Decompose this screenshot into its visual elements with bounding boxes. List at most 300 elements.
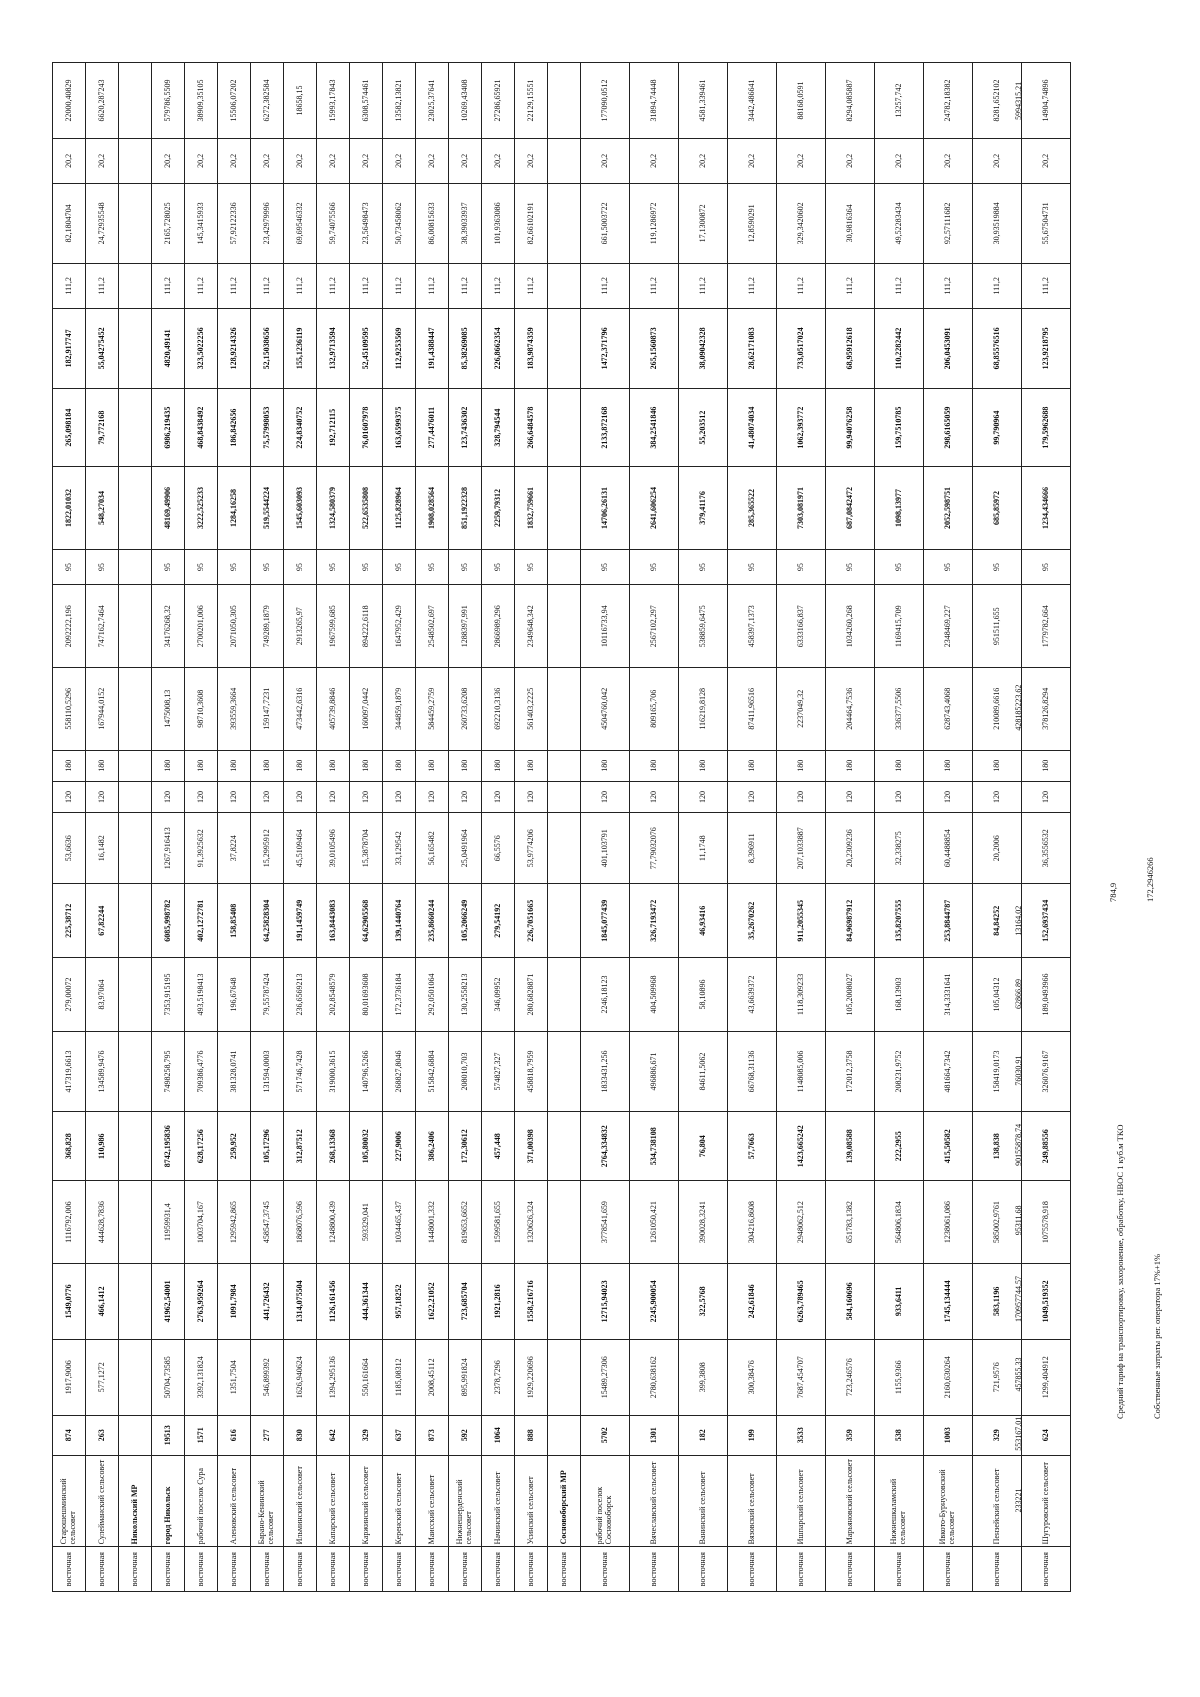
value-cell [119, 1031, 152, 1111]
value-cell: 111,2 [679, 264, 728, 309]
value-cell: 2092222,196 [53, 585, 86, 668]
value-cell: 111,2 [383, 264, 416, 309]
value-cell: 120 [630, 781, 679, 812]
value-cell: 79,772168 [86, 389, 119, 467]
value-cell: 20,2 [86, 139, 119, 184]
value-cell: 1075578,918 [1022, 1181, 1071, 1264]
value-cell [548, 1263, 581, 1339]
value-cell: 98710,3608 [185, 668, 218, 751]
value-cell: 538 [875, 1415, 924, 1455]
value-cell: 84,96987912 [826, 884, 875, 958]
value-cell: 1475008,13 [152, 668, 185, 751]
zone-cell: восточная [630, 1547, 679, 1592]
value-cell: 68,85576516 [973, 308, 1022, 388]
value-cell: 265,1560873 [630, 308, 679, 388]
value-cell: 371,00398 [515, 1112, 548, 1181]
value-cell: 111,2 [416, 264, 449, 309]
value-cell: 1929,220696 [515, 1339, 548, 1415]
value-cell: 548,27034 [86, 467, 119, 550]
value-cell: 160097,0442 [350, 668, 383, 751]
value-cell: 32,338275 [875, 813, 924, 884]
municipality-cell: Ивкото-Бурнусовский сельсовет [924, 1455, 973, 1547]
municipality-cell: Каржинский сельсовет [350, 1455, 383, 1547]
value-cell: 177090,0512 [581, 63, 630, 139]
value-cell: 2165,728025 [152, 183, 185, 263]
value-cell: 111,2 [317, 264, 350, 309]
value-cell: 172012,3758 [826, 1031, 875, 1111]
value-cell: 95 [449, 549, 482, 585]
value-cell: 2052,598751 [924, 467, 973, 550]
value-cell: 120 [581, 781, 630, 812]
value-cell: 1868076,596 [284, 1181, 317, 1264]
value-cell: 2548502,697 [416, 585, 449, 668]
value-cell: 67,82244 [86, 884, 119, 958]
value-cell: 2948062,512 [777, 1181, 826, 1264]
value-cell [548, 958, 581, 1032]
zone-cell: восточная [1022, 1547, 1071, 1592]
total-cell: 13164,02 [1014, 905, 1023, 936]
value-cell [119, 264, 152, 309]
value-cell: 624 [1022, 1415, 1071, 1455]
value-cell: 84,84252 [973, 884, 1022, 958]
value-cell: 180 [826, 750, 875, 781]
value-cell: 111,2 [350, 264, 383, 309]
value-cell: 538859,6475 [679, 585, 728, 668]
value-cell: 159147,7231 [251, 668, 284, 751]
table-row [482, 63, 515, 1592]
table-row [251, 63, 284, 1592]
value-cell: 3392,131824 [185, 1339, 218, 1415]
value-cell: 874 [53, 1415, 86, 1455]
value-cell: 95 [973, 549, 1022, 585]
table-row [350, 63, 383, 1592]
value-cell: 180 [1022, 750, 1071, 781]
value-cell: 2780,638162 [630, 1339, 679, 1415]
value-cell [548, 1415, 581, 1455]
value-cell: 628743,4068 [924, 668, 973, 751]
value-cell [119, 139, 152, 184]
value-cell: 2378,7296 [482, 1339, 515, 1415]
value-cell: 2071050,305 [218, 585, 251, 668]
value-cell: 277 [251, 1415, 284, 1455]
value-cell: 120 [185, 781, 218, 812]
value-cell: 458397,1373 [728, 585, 777, 668]
value-cell: 95 [152, 549, 185, 585]
value-cell: 20,2 [826, 139, 875, 184]
value-cell: 550,161664 [350, 1339, 383, 1415]
table-row [152, 63, 185, 1592]
value-cell: 2133,872168 [581, 389, 630, 467]
value-cell: 1034465,437 [383, 1181, 416, 1264]
value-cell: 1261050,421 [630, 1181, 679, 1264]
value-cell: 11959931,4 [152, 1181, 185, 1264]
value-cell: 368,828 [53, 1112, 86, 1181]
value-cell: 105,80032 [350, 1112, 383, 1181]
value-cell: 466,1412 [86, 1263, 119, 1339]
value-cell: 79,55787424 [251, 958, 284, 1032]
value-cell: 1185,08312 [383, 1339, 416, 1415]
table-row [449, 63, 482, 1592]
total-cell: 5994315,21 [1014, 81, 1023, 120]
value-cell: 120 [284, 781, 317, 812]
value-cell: 1116792,006 [53, 1181, 86, 1264]
value-cell: 20,2 [317, 139, 350, 184]
value-cell: 180 [416, 750, 449, 781]
value-cell: 687,0842472 [826, 467, 875, 550]
zone-cell: восточная [119, 1547, 152, 1592]
value-cell: 1034260,268 [826, 585, 875, 668]
value-cell: 1324,580379 [317, 467, 350, 550]
value-cell: 111,2 [449, 264, 482, 309]
value-cell: 323,5022256 [185, 308, 218, 388]
value-cell: 2237049,32 [777, 668, 826, 751]
total-cell: 62866,89 [1014, 979, 1023, 1010]
value-cell: 180 [924, 750, 973, 781]
value-cell: 583,1196 [973, 1263, 1022, 1339]
value-cell: 120 [482, 781, 515, 812]
value-cell: 242,61846 [728, 1263, 777, 1339]
value-cell [119, 781, 152, 812]
value-cell: 20,2 [777, 139, 826, 184]
value-cell: 2008,45112 [416, 1339, 449, 1415]
value-cell: 172,30612 [449, 1112, 482, 1181]
value-cell: 39,0105496 [317, 813, 350, 884]
value-cell: 95 [777, 549, 826, 585]
value-cell: 105,2066249 [449, 884, 482, 958]
value-cell: 2246,18123 [581, 958, 630, 1032]
value-cell: 561403,2225 [515, 668, 548, 751]
municipality-cell: Нижнешкаламский сельсовет [875, 1455, 924, 1547]
value-cell: 399,3808 [679, 1339, 728, 1415]
zone-cell: восточная [152, 1547, 185, 1592]
value-cell: 468,8438492 [185, 389, 218, 467]
value-cell: 95 [86, 549, 119, 585]
value-cell: 1833431,256 [581, 1031, 630, 1111]
table-row [218, 63, 251, 1592]
value-cell: 15489,27306 [581, 1339, 630, 1415]
value-cell: 3533 [777, 1415, 826, 1455]
value-cell: 13582,13821 [383, 63, 416, 139]
tariff-label: Средний тариф на транспортировку, захоронение, обработку, НВОС 1 куб.м ТКО [1115, 1124, 1125, 1419]
value-cell: 202,8548579 [317, 958, 350, 1032]
value-cell: 2866989,296 [482, 585, 515, 668]
total-cell: 457855,33 [1014, 1357, 1023, 1392]
value-cell: 2160,630264 [924, 1339, 973, 1415]
table-row [515, 63, 548, 1592]
municipality-cell: Сосновоборский МР [548, 1455, 581, 1547]
table-row [924, 63, 973, 1592]
value-cell: 1320626,324 [515, 1181, 548, 1264]
value-cell: 402,1272781 [185, 884, 218, 958]
value-cell: 20,2 [284, 139, 317, 184]
value-cell: 105,2008027 [826, 958, 875, 1032]
value-cell: 1267,916413 [152, 813, 185, 884]
zone-cell: восточная [581, 1547, 630, 1592]
value-cell: 75,57998053 [251, 389, 284, 467]
value-cell: 564806,1834 [875, 1181, 924, 1264]
value-cell: 16,1482 [86, 813, 119, 884]
value-cell: 20,2 [185, 139, 218, 184]
value-cell: 830 [284, 1415, 317, 1455]
value-cell: 616 [218, 1415, 251, 1455]
value-cell: 1148085,006 [777, 1031, 826, 1111]
value-cell: 14904,74896 [1022, 63, 1071, 139]
value-cell: 180 [449, 750, 482, 781]
value-cell: 522,6535808 [350, 467, 383, 550]
value-cell: 2764,334832 [581, 1112, 630, 1181]
value-cell: 55,67504731 [1022, 183, 1071, 263]
value-cell: 692210,3136 [482, 668, 515, 751]
zone-cell: восточная [875, 1547, 924, 1592]
value-cell: 38,09042328 [679, 308, 728, 388]
value-cell: 15,3878704 [350, 813, 383, 884]
value-cell: 111,2 [630, 264, 679, 309]
value-cell: 2913265,97 [284, 585, 317, 668]
value-cell: 180 [251, 750, 284, 781]
value-cell: 20,2 [482, 139, 515, 184]
value-cell: 95 [630, 549, 679, 585]
value-cell: 111,2 [185, 264, 218, 309]
value-cell: 473442,6316 [284, 668, 317, 751]
value-cell: 57,7663 [728, 1112, 777, 1181]
value-cell: 1238061,086 [924, 1181, 973, 1264]
value-cell: 58,10896 [679, 958, 728, 1032]
total-cell [1014, 750, 1023, 780]
value-cell: 191,1459749 [284, 884, 317, 958]
value-cell: 1779782,664 [1022, 585, 1071, 668]
value-cell: 1301 [630, 1415, 679, 1455]
value-cell: 444,361344 [350, 1263, 383, 1339]
value-cell: 27286,65921 [482, 63, 515, 139]
table-row [728, 63, 777, 1592]
value-cell: 49,52283434 [875, 183, 924, 263]
value-cell: 685,85972 [973, 467, 1022, 550]
value-cell: 378126,8294 [1022, 668, 1071, 751]
value-cell: 23,56498473 [350, 183, 383, 263]
total-cell [1014, 310, 1023, 388]
value-cell: 180 [383, 750, 416, 781]
value-cell: 24,72935548 [86, 183, 119, 263]
value-cell: 19513 [152, 1415, 185, 1455]
value-cell: 38909,35105 [185, 63, 218, 139]
value-cell: 404,509968 [630, 958, 679, 1032]
value-cell: 206,0453091 [924, 308, 973, 388]
value-cell: 132,9713594 [317, 308, 350, 388]
value-cell: 7353,915195 [152, 958, 185, 1032]
value-cell: 279,00072 [53, 958, 86, 1032]
total-cell: 76030,91 [1014, 1055, 1023, 1086]
value-cell: 1064 [482, 1415, 515, 1455]
value-cell: 111,2 [875, 264, 924, 309]
value-cell: 534,738108 [630, 1112, 679, 1181]
value-cell: 120 [416, 781, 449, 812]
table-row [875, 63, 924, 1592]
value-cell: 23,42979996 [251, 183, 284, 263]
value-cell: 20,2 [679, 139, 728, 184]
value-cell: 519,5544224 [251, 467, 284, 550]
value-cell: 120 [515, 781, 548, 812]
value-cell: 25,0491964 [449, 813, 482, 884]
value-cell: 584,160696 [826, 1263, 875, 1339]
value-cell: 8742,195836 [152, 1112, 185, 1181]
value-cell: 280,6828871 [515, 958, 548, 1032]
value-cell: 76,01607978 [350, 389, 383, 467]
tariff-value: 784,9 [1108, 882, 1118, 902]
value-cell: 1126,161456 [317, 1263, 350, 1339]
value-cell: 236,6569213 [284, 958, 317, 1032]
municipality-cell: Начинский сельсовет [482, 1455, 515, 1547]
municipality-cell: Сулейманский сельсовет [86, 1455, 119, 1547]
value-cell: 50704,73585 [152, 1339, 185, 1415]
total-cell: 233221 [1014, 1488, 1023, 1513]
value-cell: 2567102,297 [630, 585, 679, 668]
value-cell: 77,79032076 [630, 813, 679, 884]
value-cell [119, 1112, 152, 1181]
value-cell: 329,3420602 [777, 183, 826, 263]
zone-cell: восточная [973, 1547, 1022, 1592]
value-cell: 1832,759661 [515, 467, 548, 550]
zone-cell: восточная [53, 1547, 86, 1592]
value-cell [548, 63, 581, 139]
value-cell: 6272,382584 [251, 63, 284, 139]
value-cell: 131594,0003 [251, 1031, 284, 1111]
value-cell [548, 183, 581, 263]
table-row [826, 63, 875, 1592]
value-cell: 180 [185, 750, 218, 781]
value-cell: 140796,5266 [350, 1031, 383, 1111]
value-cell: 268827,8046 [383, 1031, 416, 1111]
value-cell: 1845,077439 [581, 884, 630, 958]
zone-cell: восточная [548, 1547, 581, 1592]
value-cell [119, 308, 152, 388]
value-cell: 34176268,32 [152, 585, 185, 668]
value-cell [548, 884, 581, 958]
total-cell [1014, 265, 1023, 308]
value-cell: 326,7193472 [630, 884, 679, 958]
value-cell: 2641,606254 [630, 467, 679, 550]
value-cell [119, 1415, 152, 1455]
value-cell: 20,2006 [973, 813, 1022, 884]
value-cell: 18658,15 [284, 63, 317, 139]
value-cell: 10116733,94 [581, 585, 630, 668]
value-cell: 111,2 [53, 264, 86, 309]
value-cell: 336377,5506 [875, 668, 924, 751]
value-cell [119, 467, 152, 550]
value-cell: 1155,9366 [875, 1339, 924, 1415]
value-cell: 1003704,167 [185, 1181, 218, 1264]
value-cell: 120 [973, 781, 1022, 812]
value-cell: 546,899392 [251, 1339, 284, 1415]
value-cell: 346,09952 [482, 958, 515, 1032]
value-cell: 17,1300872 [679, 183, 728, 263]
data-table [52, 62, 1071, 1592]
value-cell: 110,2282442 [875, 308, 924, 388]
value-cell: 120 [449, 781, 482, 812]
value-cell: 180 [152, 750, 185, 781]
value-cell: 235,8660244 [416, 884, 449, 958]
value-cell: 637 [383, 1415, 416, 1455]
value-cell: 180 [482, 750, 515, 781]
value-cell: 5702 [581, 1415, 630, 1455]
zone-cell: восточная [416, 1547, 449, 1592]
municipality-cell: Старошешминский сельсовет [53, 1455, 86, 1547]
value-cell: 224,8340752 [284, 389, 317, 467]
value-cell: 95 [924, 549, 973, 585]
value-cell: 180 [317, 750, 350, 781]
value-cell: 723,685704 [449, 1263, 482, 1339]
value-cell: 593329,041 [350, 1181, 383, 1264]
municipality-cell: Шугуровский сельсовет [1022, 1455, 1071, 1547]
value-cell: 145,3415933 [185, 183, 218, 263]
value-cell: 207,1033887 [777, 813, 826, 884]
total-cell [1014, 140, 1023, 183]
value-cell: 116219,8128 [679, 668, 728, 751]
value-cell: 359 [826, 1415, 875, 1455]
value-cell [548, 1181, 581, 1264]
value-cell: 733,0517024 [777, 308, 826, 388]
total-cell [1014, 390, 1023, 466]
value-cell: 2763,959264 [185, 1263, 218, 1339]
total-cell: 553167,01 [1014, 1416, 1023, 1451]
value-cell [548, 813, 581, 884]
value-cell: 6986,219435 [152, 389, 185, 467]
value-cell: 84611,5062 [679, 1031, 728, 1111]
zone-cell: восточная [826, 1547, 875, 1592]
value-cell: 52,45109595 [350, 308, 383, 388]
value-cell: 167944,0152 [86, 668, 119, 751]
value-cell: 6620,287243 [86, 63, 119, 139]
value-cell: 20,2309236 [826, 813, 875, 884]
value-cell: 2259,79312 [482, 467, 515, 550]
value-cell: 279,54192 [482, 884, 515, 958]
value-cell: 55,04275452 [86, 308, 119, 388]
value-cell: 2245,900054 [630, 1263, 679, 1339]
value-cell: 888 [515, 1415, 548, 1455]
value-cell: 208231,9752 [875, 1031, 924, 1111]
value-cell: 304216,8608 [728, 1181, 777, 1264]
value-cell: 20,2 [973, 139, 1022, 184]
zone-cell: восточная [251, 1547, 284, 1592]
value-cell: 584459,2759 [416, 668, 449, 751]
value-cell: 111,2 [826, 264, 875, 309]
zone-cell: восточная [515, 1547, 548, 1592]
value-cell [548, 467, 581, 550]
value-cell: 1599581,655 [482, 1181, 515, 1264]
value-cell: 120 [251, 781, 284, 812]
value-cell: 1745,134444 [924, 1263, 973, 1339]
value-cell: 95 [728, 549, 777, 585]
value-cell [119, 389, 152, 467]
municipality-cell: рабочий поселок Сура [185, 1455, 218, 1547]
zone-cell: восточная [317, 1547, 350, 1592]
value-cell: 180 [973, 750, 1022, 781]
value-cell: 95 [1022, 549, 1071, 585]
value-cell: 120 [728, 781, 777, 812]
value-cell: 180 [875, 750, 924, 781]
value-cell: 88168,0591 [777, 63, 826, 139]
table-row [383, 63, 416, 1592]
value-cell: 6333166,837 [777, 585, 826, 668]
totals-row [1012, 62, 1025, 1592]
value-cell: 4820,49141 [152, 308, 185, 388]
value-cell: 53,6636 [53, 813, 86, 884]
zone-cell: восточная [728, 1547, 777, 1592]
table-row [185, 63, 218, 1592]
value-cell: 120 [317, 781, 350, 812]
value-cell: 292,0501064 [416, 958, 449, 1032]
value-cell: 457,448 [482, 1112, 515, 1181]
value-cell: 191,4388447 [416, 308, 449, 388]
